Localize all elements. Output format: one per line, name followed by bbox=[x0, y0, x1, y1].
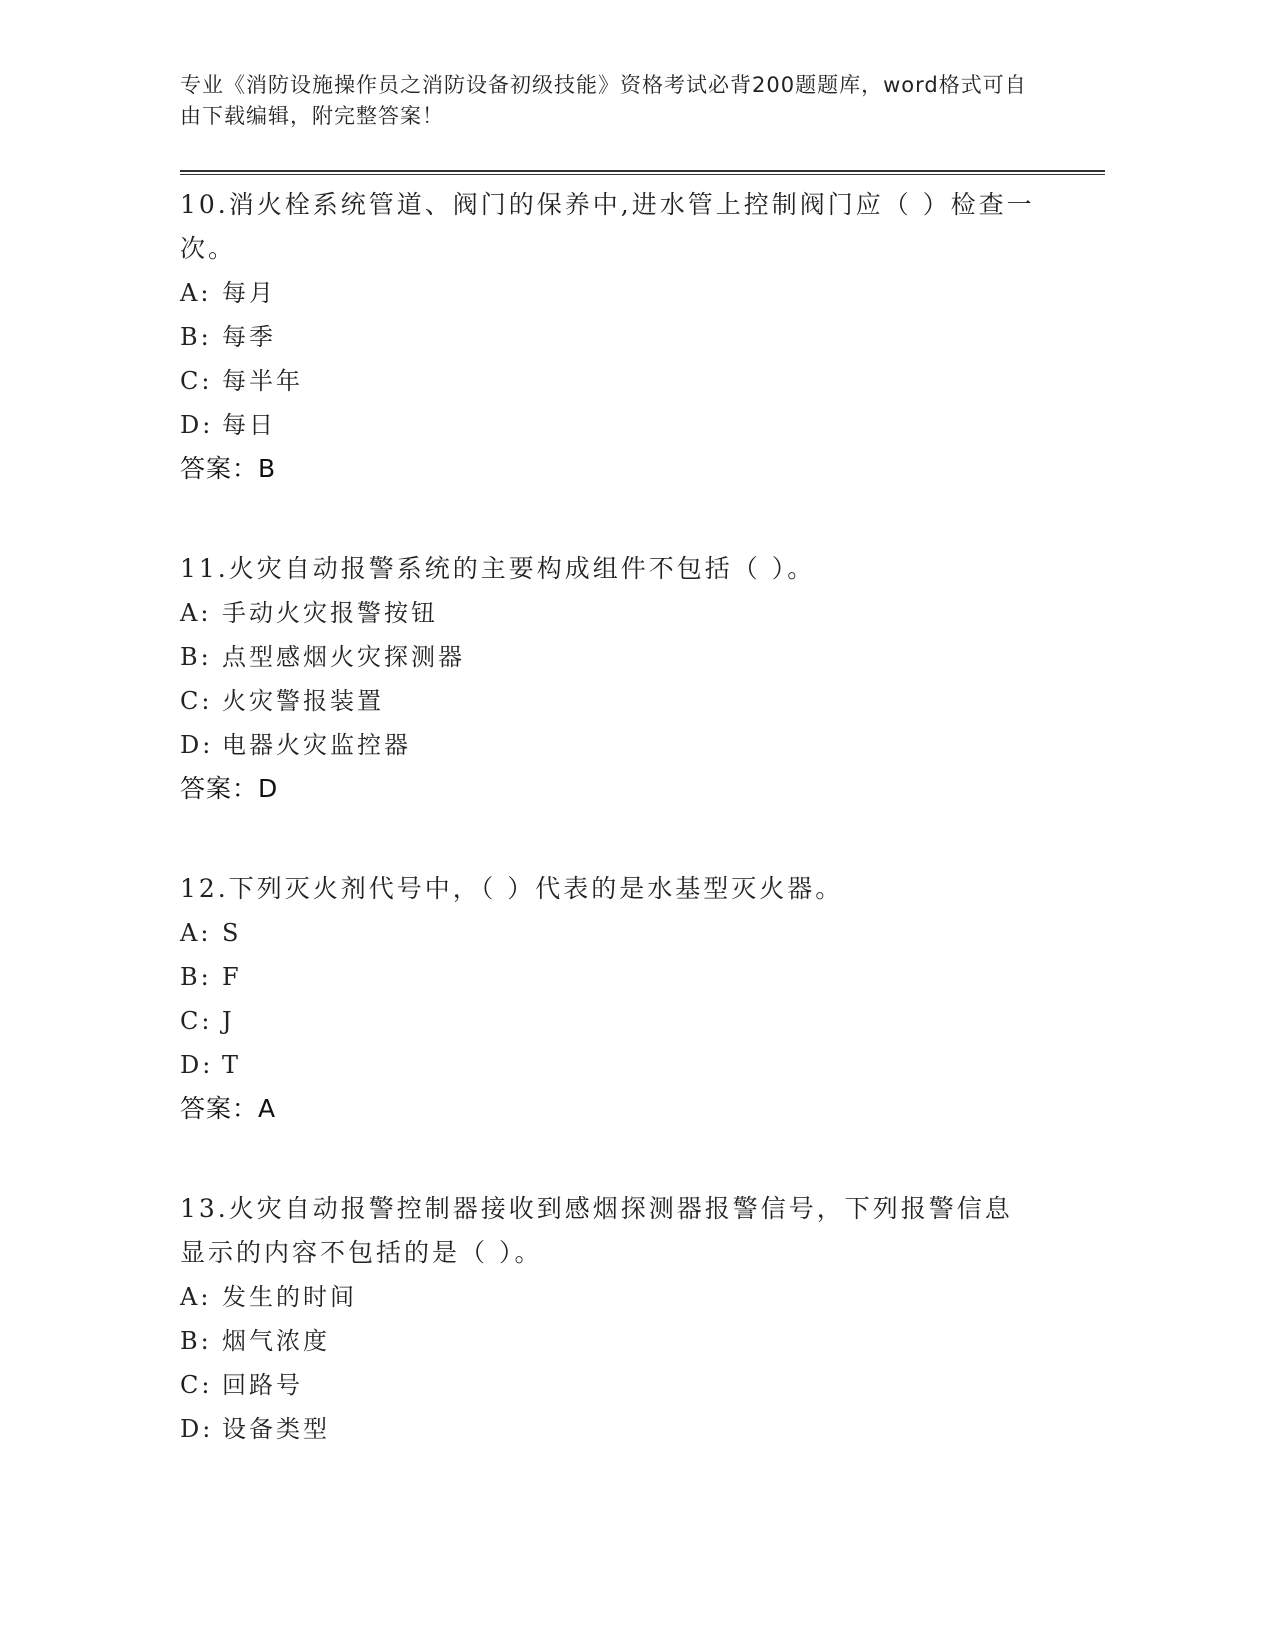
option-d bbox=[180, 403, 1105, 447]
option-text: 每季 bbox=[222, 323, 276, 351]
answer-line: 答案：A bbox=[180, 1094, 277, 1123]
option-text: S bbox=[222, 919, 242, 947]
option-letter: C: bbox=[180, 367, 213, 395]
question-13 bbox=[180, 1187, 1105, 1451]
option-text: 手动火灾报警按钮 bbox=[222, 599, 438, 627]
option-letter: C: bbox=[180, 687, 213, 715]
option-letter: A: bbox=[180, 599, 212, 627]
option-letter: B: bbox=[180, 963, 212, 991]
option-text: F bbox=[222, 963, 242, 991]
option-b bbox=[180, 315, 1105, 359]
option-letter: C: bbox=[180, 1007, 213, 1035]
option-text: T bbox=[222, 1051, 242, 1079]
option-text: J bbox=[222, 1007, 235, 1035]
option-text: 每月 bbox=[222, 279, 276, 307]
option-letter: B: bbox=[180, 323, 212, 351]
answer-line: 答案：D bbox=[180, 774, 279, 803]
option-letter: C: bbox=[180, 1371, 213, 1399]
question-11 bbox=[180, 547, 1105, 811]
option-letter: B: bbox=[180, 643, 212, 671]
option-letter: A: bbox=[180, 919, 212, 947]
option-b bbox=[180, 1319, 1105, 1363]
question-10 bbox=[180, 183, 1105, 491]
option-text: 火灾警报装置 bbox=[222, 687, 384, 715]
document-header: 专业《消防设施操作员之消防设备初级技能》资格考试必背200题题库，word格式可自由下载编辑，附完整答案！ bbox=[180, 73, 1027, 128]
option-text: 设备类型 bbox=[222, 1415, 330, 1443]
option-a bbox=[180, 591, 1105, 635]
answer-line: 答案：B bbox=[180, 454, 277, 483]
option-text: 每半年 bbox=[222, 367, 303, 395]
option-d bbox=[180, 1407, 1105, 1451]
option-d bbox=[180, 723, 1105, 767]
option-letter: A: bbox=[180, 1283, 212, 1311]
option-letter: A: bbox=[180, 279, 212, 307]
option-c bbox=[180, 1363, 1105, 1407]
option-d bbox=[180, 1043, 1105, 1087]
question-stem: 10.消火栓系统管道、阀门的保养中,进水管上控制阀门应（ ）检查一次。 bbox=[180, 190, 1035, 263]
option-letter: D: bbox=[180, 411, 214, 439]
option-c bbox=[180, 999, 1105, 1043]
option-a bbox=[180, 1275, 1105, 1319]
option-letter: D: bbox=[180, 1051, 214, 1079]
option-text: 电器火灾监控器 bbox=[222, 731, 411, 759]
question-stem: 12.下列灭火剂代号中，（ ）代表的是水基型灭火器。 bbox=[180, 874, 844, 903]
option-text: 烟气浓度 bbox=[222, 1327, 330, 1355]
option-a bbox=[180, 271, 1105, 315]
option-text: 每日 bbox=[222, 411, 276, 439]
option-b bbox=[180, 635, 1105, 679]
option-a bbox=[180, 911, 1105, 955]
option-letter: D: bbox=[180, 1415, 214, 1443]
question-12 bbox=[180, 867, 1105, 1131]
option-letter: D: bbox=[180, 731, 214, 759]
option-text: 发生的时间 bbox=[222, 1283, 357, 1311]
document-page bbox=[180, 70, 1105, 1451]
option-text: 回路号 bbox=[222, 1371, 303, 1399]
option-letter: B: bbox=[180, 1327, 212, 1355]
option-c bbox=[180, 359, 1105, 403]
option-b bbox=[180, 955, 1105, 999]
question-stem: 13.火灾自动报警控制器接收到感烟探测器报警信号，下列报警信息显示的内容不包括的是（ ）。 bbox=[180, 1194, 1013, 1267]
option-text: 点型感烟火灾探测器 bbox=[222, 643, 465, 671]
question-stem: 11.火灾自动报警系统的主要构成组件不包括（ ）。 bbox=[180, 554, 816, 583]
option-c bbox=[180, 679, 1105, 723]
header-divider bbox=[180, 170, 1105, 175]
